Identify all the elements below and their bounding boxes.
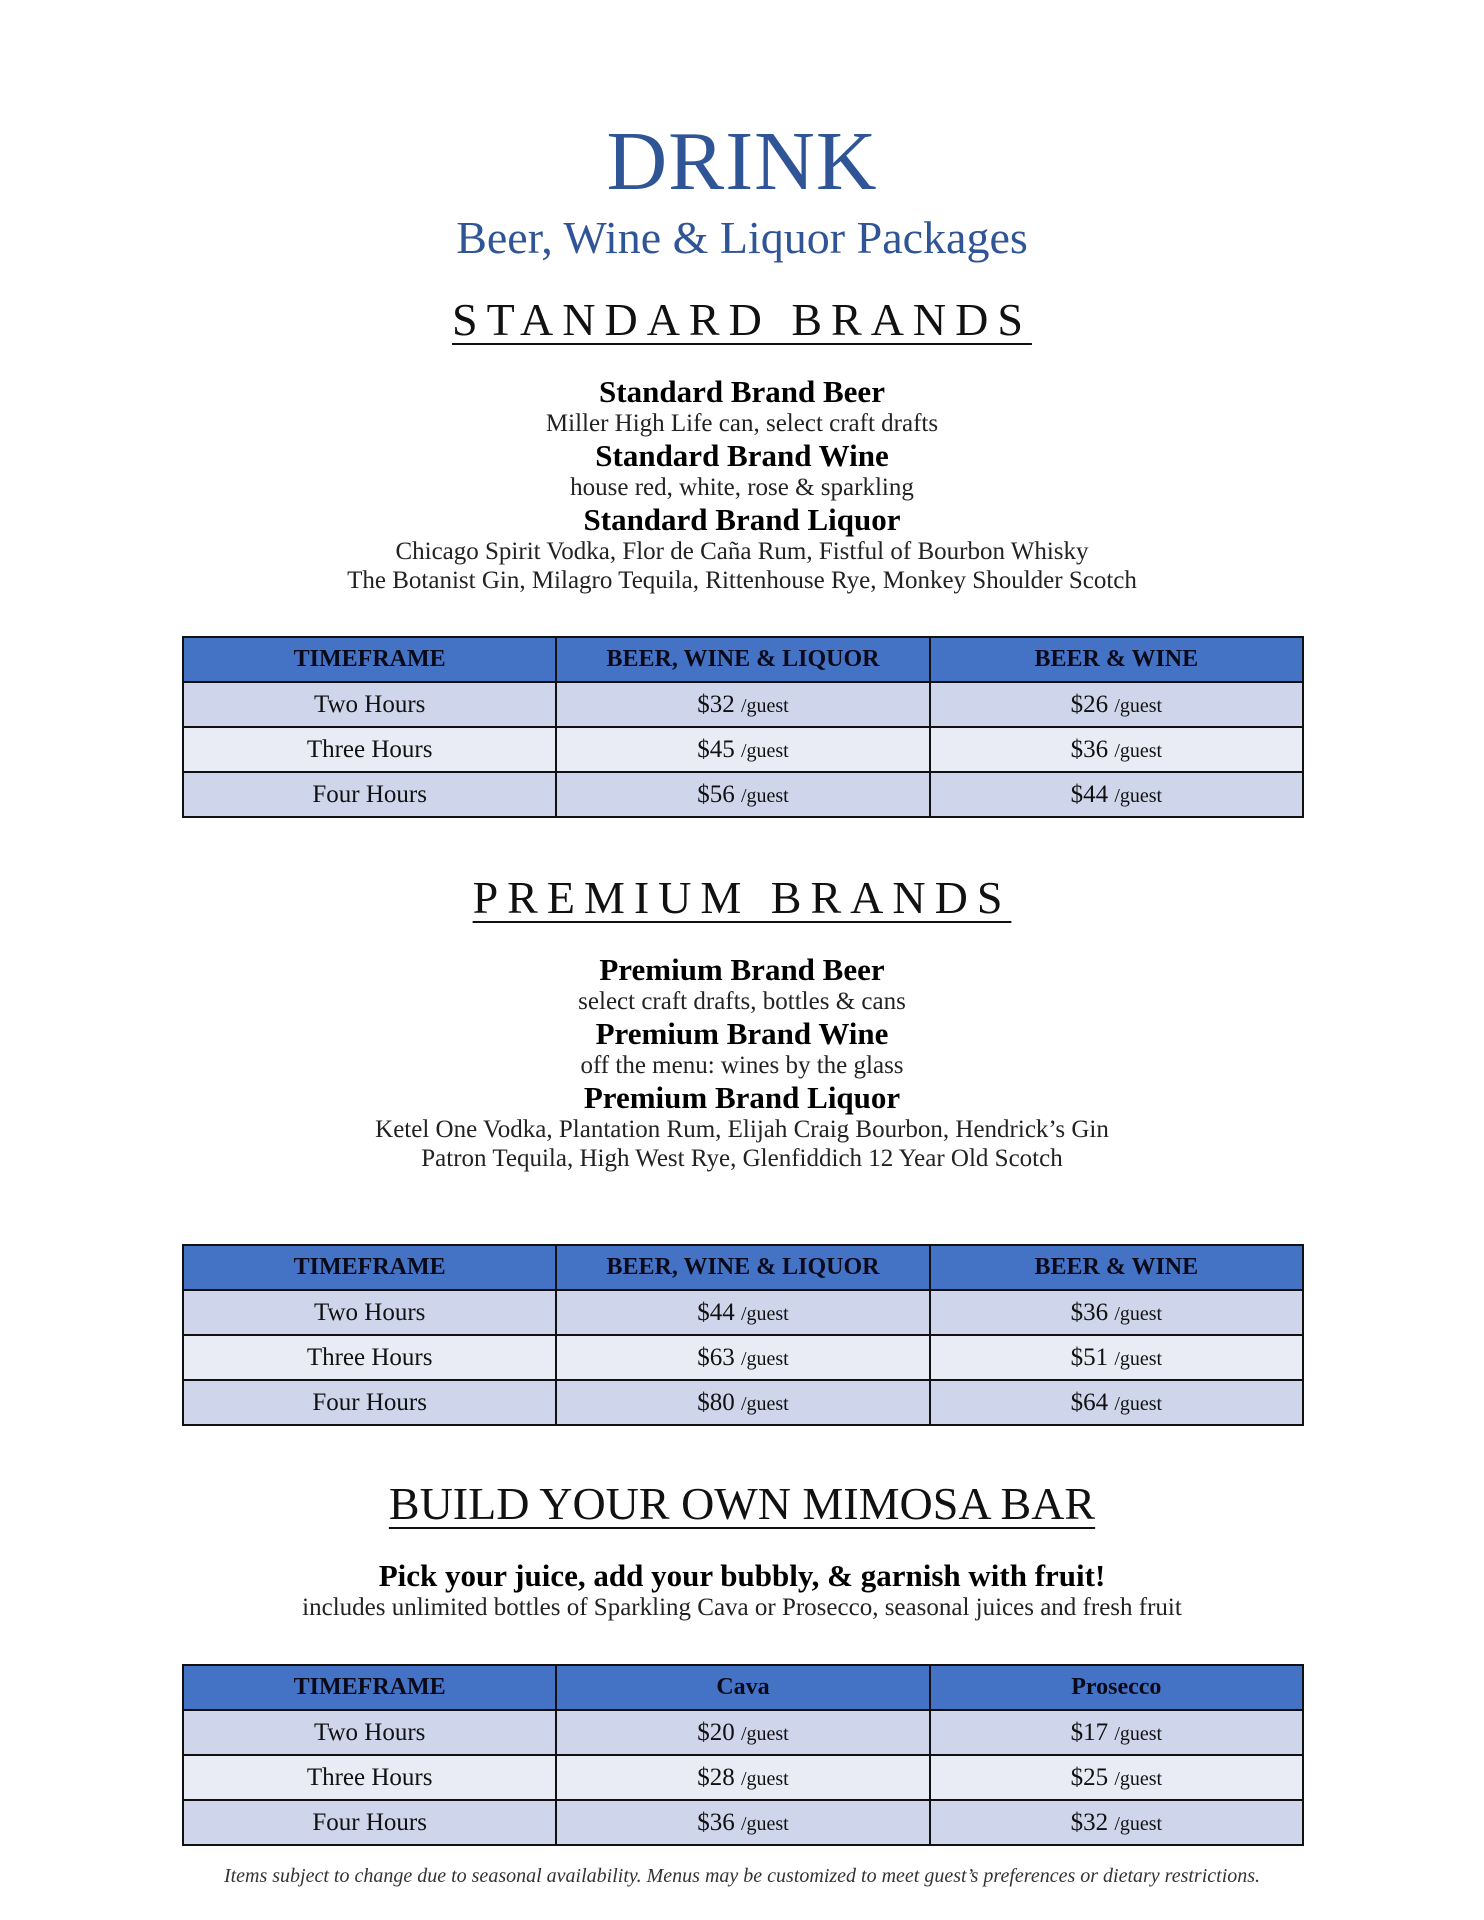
price-unit: /guest [1114,1767,1163,1790]
table-header-cell: Cava [556,1665,929,1710]
price-value: $63 [697,1343,735,1371]
price-value: $36 [1070,735,1109,763]
table-header-cell: BEER, WINE & LIQUOR [556,637,929,682]
table-row [183,1290,1303,1335]
premium-section-heading-wrap [0,870,1484,926]
table-row [183,1380,1303,1425]
price-cell [556,1290,929,1335]
page-subtitle: Beer, Wine & Liquor Packages [456,212,1028,263]
timeframe-cell: Three Hours [183,1335,556,1380]
price-unit: /guest [740,694,789,717]
standard-beer-title: Standard Brand Beer [599,374,885,409]
price-unit: /guest [740,739,789,762]
price-cell [556,1755,929,1800]
price-cell [930,1800,1303,1845]
mimosa-price-table [182,1664,1304,1846]
price-value: $80 [697,1388,735,1416]
standard-section-heading: STANDARD BRANDS [452,294,1032,345]
price-value: $44 [1070,780,1109,808]
table-header-cell: TIMEFRAME [183,1665,556,1710]
table-header-cell: TIMEFRAME [183,1245,556,1290]
footer-note: Items subject to change due to seasonal availability. Menus may be customized to meet guest’s preferences or dietary restrictions. [223,1865,1261,1887]
price-cell [556,727,929,772]
price-unit: /guest [740,1767,789,1790]
price-cell [556,682,929,727]
standard-liquor-desc-2: The Botanist Gin, Milagro Tequila, Rittenhouse Rye, Monkey Shoulder Scotch [347,567,1137,594]
price-unit: /guest [740,1722,789,1745]
premium-beer-desc: select craft drafts, bottles & cans [578,988,906,1015]
standard-beer-desc: Miller High Life can, select craft drafts [545,410,939,437]
standard-price-table [182,636,1304,818]
premium-beer-title: Premium Brand Beer [599,952,885,987]
table-row [183,1800,1303,1845]
table-header-row [183,637,1303,682]
timeframe-cell: Two Hours [183,1710,556,1755]
table-row [183,1755,1303,1800]
price-value: $44 [697,1298,735,1326]
price-unit: /guest [1114,1722,1163,1745]
timeframe-cell: Two Hours [183,1290,556,1335]
price-unit: /guest [1114,1302,1163,1325]
price-value: $26 [1070,690,1109,718]
timeframe-cell: Two Hours [183,682,556,727]
price-value: $17 [1070,1718,1109,1746]
timeframe-cell: Three Hours [183,727,556,772]
timeframe-cell: Four Hours [183,772,556,817]
price-cell [930,1290,1303,1335]
price-unit: /guest [740,1302,789,1325]
price-unit: /guest [1114,1392,1163,1415]
price-unit: /guest [740,1392,789,1415]
table-row [183,682,1303,727]
timeframe-cell: Four Hours [183,1380,556,1425]
table-row [183,1710,1303,1755]
premium-liquor-title: Premium Brand Liquor [583,1080,901,1115]
premium-wine-title: Premium Brand Wine [595,1016,889,1051]
price-unit: /guest [740,784,789,807]
mimosa-tagline: Pick your juice, add your bubbly, & garnish with fruit! [378,1558,1106,1593]
price-value: $36 [1070,1298,1109,1326]
price-cell [930,727,1303,772]
price-cell [556,1335,929,1380]
timeframe-cell: Three Hours [183,1755,556,1800]
price-value: $32 [1070,1808,1109,1836]
price-value: $32 [697,690,735,718]
price-value: $20 [697,1718,735,1746]
premium-section-heading: PREMIUM BRANDS [472,872,1012,923]
table-header-cell: TIMEFRAME [183,637,556,682]
premium-liquor-desc-2: Patron Tequila, High West Rye, Glenfiddich 12 Year Old Scotch [421,1145,1063,1172]
mimosa-section-heading-wrap [0,1476,1484,1532]
price-value: $36 [697,1808,735,1836]
price-cell [556,1380,929,1425]
price-unit: /guest [1114,784,1163,807]
table-header-row [183,1665,1303,1710]
price-unit: /guest [1114,694,1163,717]
price-cell [556,1710,929,1755]
price-cell [930,1710,1303,1755]
table-row [183,727,1303,772]
table-row [183,772,1303,817]
price-cell [930,1755,1303,1800]
table-row [183,1335,1303,1380]
price-cell [930,682,1303,727]
price-value: $28 [697,1763,735,1791]
price-cell [556,1800,929,1845]
standard-section-heading-wrap [0,292,1484,348]
mimosa-desc: includes unlimited bottles of Sparkling Cava or Prosecco, seasonal juices and fresh fruit [302,1594,1182,1621]
standard-liquor-title: Standard Brand Liquor [583,502,901,537]
mimosa-section-heading: BUILD YOUR OWN MIMOSA BAR [388,1478,1096,1529]
price-cell [930,1380,1303,1425]
price-cell [930,772,1303,817]
page-title: DRINK [606,115,878,208]
table-header-cell: BEER, WINE & LIQUOR [556,1245,929,1290]
price-value: $51 [1070,1343,1109,1371]
table-header-cell: BEER & WINE [930,637,1303,682]
premium-liquor-desc-1: Ketel One Vodka, Plantation Rum, Elijah Craig Bourbon, Hendrick’s Gin [375,1116,1109,1143]
price-value: $64 [1070,1388,1109,1416]
table-header-row [183,1245,1303,1290]
timeframe-cell: Four Hours [183,1800,556,1845]
standard-wine-title: Standard Brand Wine [595,438,889,473]
price-cell [930,1335,1303,1380]
price-unit: /guest [740,1812,789,1835]
price-value: $25 [1070,1763,1109,1791]
price-value: $45 [697,735,735,763]
premium-price-table [182,1244,1304,1426]
table-header-cell: BEER & WINE [930,1245,1303,1290]
price-unit: /guest [1114,739,1163,762]
standard-wine-desc: house red, white, rose & sparkling [570,474,914,501]
premium-wine-desc: off the menu: wines by the glass [580,1052,904,1079]
price-value: $56 [697,780,735,808]
price-unit: /guest [1114,1347,1163,1370]
standard-liquor-desc-1: Chicago Spirit Vodka, Flor de Caña Rum, Fistful of Bourbon Whisky [395,538,1089,565]
price-unit: /guest [1114,1812,1163,1835]
table-header-cell: Prosecco [930,1665,1303,1710]
price-unit: /guest [740,1347,789,1370]
price-cell [556,772,929,817]
